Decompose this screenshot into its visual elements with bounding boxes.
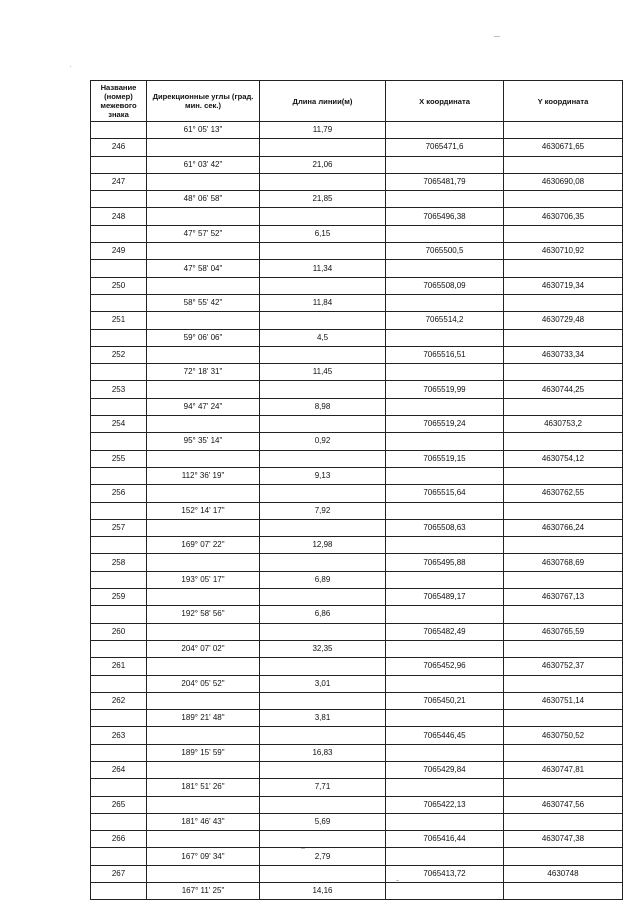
length-cell: 21,06: [260, 156, 386, 173]
point-name-cell: 265: [91, 796, 147, 813]
empty-cell: [386, 744, 504, 761]
length-cell: 3,81: [260, 710, 386, 727]
empty-cell: [91, 433, 147, 450]
angle-cell: 61° 05' 13": [147, 122, 260, 139]
empty-cell: [386, 502, 504, 519]
length-cell: 12,98: [260, 537, 386, 554]
point-row: [91, 727, 623, 744]
empty-cell: [260, 346, 386, 363]
empty-cell: [386, 398, 504, 415]
point-row: [91, 346, 623, 363]
x-coordinate-cell: 7065519,15: [386, 450, 504, 467]
empty-cell: [147, 208, 260, 225]
empty-cell: [386, 883, 504, 900]
length-cell: 7,92: [260, 502, 386, 519]
empty-cell: [147, 692, 260, 709]
empty-cell: [91, 744, 147, 761]
point-name-cell: 246: [91, 139, 147, 156]
line-row: [91, 710, 623, 727]
empty-cell: [260, 761, 386, 778]
empty-cell: [91, 467, 147, 484]
empty-cell: [504, 675, 623, 692]
point-name-cell: 266: [91, 831, 147, 848]
empty-cell: [147, 865, 260, 882]
x-coordinate-cell: 7065429,84: [386, 761, 504, 778]
line-row: [91, 813, 623, 830]
empty-cell: [260, 727, 386, 744]
angle-cell: 181° 51' 26": [147, 779, 260, 796]
angle-cell: 192° 58' 56": [147, 606, 260, 623]
empty-cell: [504, 883, 623, 900]
point-row: [91, 243, 623, 260]
angle-cell: 112° 36' 19": [147, 467, 260, 484]
empty-cell: [504, 467, 623, 484]
point-row: [91, 416, 623, 433]
x-coordinate-cell: 7065495,88: [386, 554, 504, 571]
line-row: [91, 675, 623, 692]
empty-cell: [147, 519, 260, 536]
empty-cell: [147, 796, 260, 813]
line-row: [91, 848, 623, 865]
empty-cell: [386, 779, 504, 796]
empty-cell: [504, 329, 623, 346]
empty-cell: [91, 294, 147, 311]
line-row: [91, 122, 623, 139]
line-row: [91, 260, 623, 277]
empty-cell: [504, 433, 623, 450]
empty-cell: [91, 502, 147, 519]
line-row: [91, 883, 623, 900]
empty-cell: [504, 571, 623, 588]
y-coordinate-cell: 4630748: [504, 865, 623, 882]
y-coordinate-cell: 4630747,56: [504, 796, 623, 813]
point-row: [91, 381, 623, 398]
empty-cell: [91, 364, 147, 381]
x-coordinate-cell: 7065446,45: [386, 727, 504, 744]
point-row: [91, 658, 623, 675]
line-row: [91, 225, 623, 242]
angle-cell: 59° 06' 06": [147, 329, 260, 346]
length-cell: 16,83: [260, 744, 386, 761]
empty-cell: [386, 710, 504, 727]
point-name-cell: 247: [91, 173, 147, 190]
point-name-cell: 263: [91, 727, 147, 744]
empty-cell: [147, 485, 260, 502]
point-name-cell: 248: [91, 208, 147, 225]
empty-cell: [91, 883, 147, 900]
y-coordinate-cell: 4630690,08: [504, 173, 623, 190]
empty-cell: [260, 243, 386, 260]
header-direction-angle: Дирекционные углы (град. мин. сек.): [147, 81, 260, 122]
empty-cell: [386, 675, 504, 692]
empty-cell: [260, 381, 386, 398]
x-coordinate-cell: 7065496,38: [386, 208, 504, 225]
empty-cell: [260, 312, 386, 329]
line-row: [91, 398, 623, 415]
length-cell: 0,92: [260, 433, 386, 450]
y-coordinate-cell: 4630671,65: [504, 139, 623, 156]
length-cell: 11,45: [260, 364, 386, 381]
header-point-name: Название (номер) межевого знака: [91, 81, 147, 122]
x-coordinate-cell: 7065519,24: [386, 416, 504, 433]
point-row: [91, 139, 623, 156]
line-row: [91, 779, 623, 796]
empty-cell: [504, 398, 623, 415]
empty-cell: [504, 225, 623, 242]
y-coordinate-cell: 4630729,48: [504, 312, 623, 329]
angle-cell: 204° 05' 52": [147, 675, 260, 692]
header-line-length: Длина линии(м): [260, 81, 386, 122]
empty-cell: [260, 831, 386, 848]
point-name-cell: 250: [91, 277, 147, 294]
length-cell: 6,86: [260, 606, 386, 623]
length-cell: 6,89: [260, 571, 386, 588]
length-cell: 32,35: [260, 640, 386, 657]
empty-cell: [386, 294, 504, 311]
y-coordinate-cell: 4630765,59: [504, 623, 623, 640]
length-cell: 8,98: [260, 398, 386, 415]
empty-cell: [504, 122, 623, 139]
point-row: [91, 554, 623, 571]
line-row: [91, 329, 623, 346]
point-name-cell: 259: [91, 589, 147, 606]
length-cell: 11,34: [260, 260, 386, 277]
scan-speck: [301, 848, 305, 849]
empty-cell: [260, 865, 386, 882]
line-row: [91, 364, 623, 381]
point-name-cell: 262: [91, 692, 147, 709]
angle-cell: 181° 46' 43": [147, 813, 260, 830]
empty-cell: [147, 658, 260, 675]
empty-cell: [504, 537, 623, 554]
empty-cell: [147, 416, 260, 433]
scan-speck: [494, 36, 500, 37]
empty-cell: [386, 537, 504, 554]
empty-cell: [91, 537, 147, 554]
point-name-cell: 254: [91, 416, 147, 433]
line-row: [91, 606, 623, 623]
point-name-cell: 253: [91, 381, 147, 398]
empty-cell: [147, 831, 260, 848]
length-cell: 14,16: [260, 883, 386, 900]
length-cell: 7,71: [260, 779, 386, 796]
point-name-cell: 256: [91, 485, 147, 502]
empty-cell: [386, 260, 504, 277]
angle-cell: 189° 15' 59": [147, 744, 260, 761]
angle-cell: 193° 05' 17": [147, 571, 260, 588]
empty-cell: [386, 606, 504, 623]
point-name-cell: 252: [91, 346, 147, 363]
x-coordinate-cell: 7065416,44: [386, 831, 504, 848]
table-header-row: [91, 81, 623, 122]
line-row: [91, 467, 623, 484]
x-coordinate-cell: 7065481,79: [386, 173, 504, 190]
empty-cell: [91, 122, 147, 139]
empty-cell: [260, 450, 386, 467]
empty-cell: [260, 277, 386, 294]
x-coordinate-cell: 7065516,51: [386, 346, 504, 363]
x-coordinate-cell: 7065519,99: [386, 381, 504, 398]
empty-cell: [504, 294, 623, 311]
empty-cell: [504, 156, 623, 173]
x-coordinate-cell: 7065450,21: [386, 692, 504, 709]
y-coordinate-cell: 4630751,14: [504, 692, 623, 709]
empty-cell: [260, 589, 386, 606]
empty-cell: [147, 277, 260, 294]
empty-cell: [386, 813, 504, 830]
scan-speck: [70, 66, 71, 67]
empty-cell: [147, 761, 260, 778]
x-coordinate-cell: 7065482,49: [386, 623, 504, 640]
x-coordinate-cell: 7065489,17: [386, 589, 504, 606]
y-coordinate-cell: 4630747,81: [504, 761, 623, 778]
empty-cell: [504, 848, 623, 865]
empty-cell: [147, 554, 260, 571]
empty-cell: [147, 727, 260, 744]
empty-cell: [147, 589, 260, 606]
point-row: [91, 623, 623, 640]
empty-cell: [147, 450, 260, 467]
y-coordinate-cell: 4630710,92: [504, 243, 623, 260]
x-coordinate-cell: 7065471,6: [386, 139, 504, 156]
empty-cell: [504, 191, 623, 208]
angle-cell: 152° 14' 17": [147, 502, 260, 519]
y-coordinate-cell: 4630766,24: [504, 519, 623, 536]
empty-cell: [260, 519, 386, 536]
empty-cell: [91, 813, 147, 830]
point-row: [91, 831, 623, 848]
empty-cell: [386, 156, 504, 173]
x-coordinate-cell: 7065514,2: [386, 312, 504, 329]
empty-cell: [91, 571, 147, 588]
x-coordinate-cell: 7065500,5: [386, 243, 504, 260]
line-row: [91, 640, 623, 657]
angle-cell: 61° 03' 42": [147, 156, 260, 173]
empty-cell: [504, 813, 623, 830]
empty-cell: [504, 640, 623, 657]
y-coordinate-cell: 4630733,34: [504, 346, 623, 363]
y-coordinate-cell: 4630768,69: [504, 554, 623, 571]
length-cell: 11,79: [260, 122, 386, 139]
y-coordinate-cell: 4630753,2: [504, 416, 623, 433]
length-cell: 4,5: [260, 329, 386, 346]
angle-cell: 94° 47' 24": [147, 398, 260, 415]
table-body: [91, 122, 623, 900]
point-row: [91, 761, 623, 778]
empty-cell: [91, 640, 147, 657]
empty-cell: [91, 225, 147, 242]
empty-cell: [91, 156, 147, 173]
empty-cell: [504, 606, 623, 623]
empty-cell: [147, 139, 260, 156]
line-row: [91, 571, 623, 588]
x-coordinate-cell: 7065508,63: [386, 519, 504, 536]
point-name-cell: 251: [91, 312, 147, 329]
length-cell: 3,01: [260, 675, 386, 692]
line-row: [91, 156, 623, 173]
x-coordinate-cell: 7065452,96: [386, 658, 504, 675]
point-name-cell: 267: [91, 865, 147, 882]
empty-cell: [147, 346, 260, 363]
y-coordinate-cell: 4630719,34: [504, 277, 623, 294]
empty-cell: [386, 225, 504, 242]
point-name-cell: 249: [91, 243, 147, 260]
empty-cell: [91, 329, 147, 346]
empty-cell: [147, 381, 260, 398]
empty-cell: [147, 173, 260, 190]
point-name-cell: 257: [91, 519, 147, 536]
empty-cell: [260, 658, 386, 675]
point-name-cell: 260: [91, 623, 147, 640]
empty-cell: [260, 173, 386, 190]
empty-cell: [91, 398, 147, 415]
x-coordinate-cell: 7065508,09: [386, 277, 504, 294]
length-cell: 5,69: [260, 813, 386, 830]
angle-cell: 47° 57' 52": [147, 225, 260, 242]
empty-cell: [147, 243, 260, 260]
length-cell: 9,13: [260, 467, 386, 484]
y-coordinate-cell: 4630762,55: [504, 485, 623, 502]
point-name-cell: 261: [91, 658, 147, 675]
empty-cell: [386, 433, 504, 450]
empty-cell: [260, 796, 386, 813]
empty-cell: [386, 640, 504, 657]
y-coordinate-cell: 4630750,52: [504, 727, 623, 744]
empty-cell: [260, 416, 386, 433]
empty-cell: [386, 122, 504, 139]
empty-cell: [504, 779, 623, 796]
empty-cell: [386, 329, 504, 346]
y-coordinate-cell: 4630767,13: [504, 589, 623, 606]
y-coordinate-cell: 4630706,35: [504, 208, 623, 225]
empty-cell: [91, 191, 147, 208]
empty-cell: [386, 571, 504, 588]
y-coordinate-cell: 4630752,37: [504, 658, 623, 675]
empty-cell: [91, 675, 147, 692]
angle-cell: 169° 07' 22": [147, 537, 260, 554]
empty-cell: [504, 710, 623, 727]
angle-cell: 189° 21' 48": [147, 710, 260, 727]
x-coordinate-cell: 7065422,13: [386, 796, 504, 813]
angle-cell: 47° 58' 04": [147, 260, 260, 277]
empty-cell: [504, 364, 623, 381]
length-cell: 2,79: [260, 848, 386, 865]
y-coordinate-cell: 4630747,38: [504, 831, 623, 848]
point-name-cell: 264: [91, 761, 147, 778]
empty-cell: [504, 502, 623, 519]
angle-cell: 95° 35' 14": [147, 433, 260, 450]
point-row: [91, 312, 623, 329]
empty-cell: [260, 554, 386, 571]
empty-cell: [386, 364, 504, 381]
empty-cell: [147, 623, 260, 640]
empty-cell: [260, 692, 386, 709]
empty-cell: [386, 467, 504, 484]
point-row: [91, 519, 623, 536]
empty-cell: [260, 139, 386, 156]
point-row: [91, 692, 623, 709]
boundary-coordinates-table: [90, 80, 623, 900]
header-y-coordinate: Y координата: [504, 81, 623, 122]
line-row: [91, 433, 623, 450]
empty-cell: [504, 260, 623, 277]
line-row: [91, 537, 623, 554]
empty-cell: [91, 260, 147, 277]
length-cell: 11,84: [260, 294, 386, 311]
empty-cell: [260, 208, 386, 225]
line-row: [91, 294, 623, 311]
empty-cell: [386, 848, 504, 865]
empty-cell: [91, 606, 147, 623]
empty-cell: [260, 485, 386, 502]
line-row: [91, 502, 623, 519]
scan-speck: [396, 880, 399, 881]
empty-cell: [504, 744, 623, 761]
point-row: [91, 208, 623, 225]
y-coordinate-cell: 4630754,12: [504, 450, 623, 467]
header-x-coordinate: X координата: [386, 81, 504, 122]
angle-cell: 48° 06' 58": [147, 191, 260, 208]
empty-cell: [386, 191, 504, 208]
empty-cell: [91, 779, 147, 796]
empty-cell: [260, 623, 386, 640]
point-row: [91, 796, 623, 813]
empty-cell: [91, 710, 147, 727]
line-row: [91, 191, 623, 208]
x-coordinate-cell: 7065413,72: [386, 865, 504, 882]
angle-cell: 167° 11' 25": [147, 883, 260, 900]
x-coordinate-cell: 7065515,64: [386, 485, 504, 502]
angle-cell: 204° 07' 02": [147, 640, 260, 657]
empty-cell: [147, 312, 260, 329]
length-cell: 6,15: [260, 225, 386, 242]
angle-cell: 58° 55' 42": [147, 294, 260, 311]
empty-cell: [91, 848, 147, 865]
angle-cell: 72° 18' 31": [147, 364, 260, 381]
point-row: [91, 485, 623, 502]
point-row: [91, 277, 623, 294]
point-row: [91, 450, 623, 467]
length-cell: 21,85: [260, 191, 386, 208]
line-row: [91, 744, 623, 761]
angle-cell: 167° 09' 34": [147, 848, 260, 865]
point-name-cell: 255: [91, 450, 147, 467]
y-coordinate-cell: 4630744,25: [504, 381, 623, 398]
point-row: [91, 865, 623, 882]
point-row: [91, 589, 623, 606]
point-row: [91, 173, 623, 190]
point-name-cell: 258: [91, 554, 147, 571]
